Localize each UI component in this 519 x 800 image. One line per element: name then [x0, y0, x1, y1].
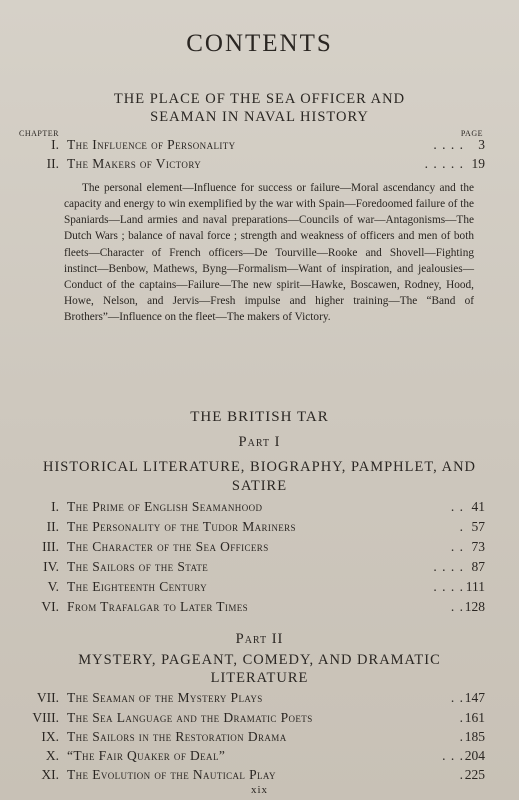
page-number: 19: [471, 156, 485, 171]
chapter-title: From Trafalgar to Later Times: [67, 599, 249, 614]
page-number: 41: [471, 499, 485, 514]
chapter-title: The Evolution of the Nautical Play: [67, 767, 276, 782]
leader-dots: .: [459, 519, 464, 534]
page-number: 225: [464, 767, 485, 782]
toc-entry[interactable]: [0, 729, 519, 749]
chapter-title: The Seaman of the Mystery Plays: [67, 690, 263, 705]
chapter-number: V.: [47, 579, 59, 594]
leader-dots: .: [459, 767, 464, 782]
toc-entry[interactable]: [0, 156, 519, 176]
chapter-title: The Personality of the Tudor Mariners: [67, 519, 296, 534]
chapter-number: IV.: [43, 559, 59, 574]
leader-dots: . . . .: [433, 579, 464, 594]
page-number: 147: [464, 690, 485, 705]
leader-dots: . . . .: [433, 559, 464, 574]
part1-label: Part I: [238, 434, 281, 450]
page-column-label: PAGE: [460, 129, 483, 138]
chapter-number: XI.: [41, 767, 59, 782]
chapter-title: The Makers of Victory: [67, 156, 202, 171]
toc-entry[interactable]: [0, 559, 519, 579]
leader-dots: . .: [450, 599, 464, 614]
toc-entry[interactable]: [0, 748, 519, 768]
chapter-number: IX.: [41, 729, 59, 744]
chapter-number: VII.: [36, 690, 59, 705]
chapter-title: The Eighteenth Century: [67, 579, 208, 594]
toc-entry[interactable]: [0, 690, 519, 710]
leader-dots: . . . . .: [424, 156, 464, 171]
toc-entry[interactable]: [0, 579, 519, 599]
page-number: 111: [465, 579, 485, 594]
toc-entry[interactable]: [0, 519, 519, 539]
part1-heading-line1: HISTORICAL LITERATURE, BIOGRAPHY, PAMPHLET, AND: [42, 459, 477, 475]
chapter-number: VIII.: [32, 710, 59, 725]
chapter-column-label: CHAPTER: [19, 129, 59, 138]
chapter-number: I.: [51, 499, 59, 514]
chapter-title: The Sailors in the Restoration Drama: [67, 729, 287, 744]
page-title: CONTENTS: [186, 30, 333, 57]
toc-entry[interactable]: [0, 599, 519, 619]
page-number: 73: [471, 539, 485, 554]
page-number: 87: [471, 559, 485, 574]
part2-heading-line1: MYSTERY, PAGEANT, COMEDY, AND DRAMATIC: [78, 652, 441, 668]
leader-dots: .: [459, 729, 464, 744]
page-number: 3: [478, 137, 485, 152]
chapter-number: I.: [51, 137, 59, 152]
toc-entry[interactable]: [0, 137, 519, 157]
page-number: 161: [464, 710, 485, 725]
chapter-title: The Influence of Personality: [67, 137, 236, 152]
leader-dots: . . .: [442, 748, 464, 763]
chapter-title: The Sailors of the State: [67, 559, 209, 574]
section2-heading: THE BRITISH TAR: [190, 409, 329, 425]
page-number: 204: [464, 748, 485, 763]
section1-heading-line1: THE PLACE OF THE SEA OFFICER AND: [113, 91, 406, 107]
part2-heading-line2: LITERATURE: [210, 670, 309, 686]
chapter-number: VI.: [41, 599, 59, 614]
page-number: 185: [464, 729, 485, 744]
leader-dots: . .: [450, 690, 464, 705]
part1-heading-line2: SATIRE: [231, 478, 288, 494]
chapter-summary: The personal element—Influence for success or failure—Moral ascendancy and the capacity and energy to win exemplified by the war with Spain—Foredoomed failure of the Spaniards—Land armies and naval preparations—Councils of war—Antagonisms—The Dutch Wars ; balance of naval force ; strength and weakness of officers and men of both fleets—Character of French officers—De Tourville—Rooke and Shovell—Fighting instinct—Benbow, Mathews, Byng—Formalism—Want of inspiration, and jealousies—Conduct of the captains—Failure—The new spirit—Hawke, Boscawen, Rodney, Hood, Howe, Nelson, and Jervis—Fresh impulse and higher training—The “Band of Brothers”—Influence on the fleet—The makers of Victory.: [64, 182, 474, 324]
chapter-title: The Sea Language and the Dramatic Poets: [67, 710, 313, 725]
leader-dots: .: [459, 710, 464, 725]
toc-entry[interactable]: [0, 499, 519, 519]
toc-entry[interactable]: [0, 767, 519, 785]
leader-dots: . .: [450, 499, 464, 514]
chapter-title: “The Fair Quaker of Deal”: [67, 748, 226, 763]
page-number: 57: [471, 519, 485, 534]
section1-heading-line2: SEAMAN IN NAVAL HISTORY: [150, 109, 369, 125]
chapter-number: X.: [45, 748, 59, 763]
folio-page-number: xix: [250, 784, 269, 796]
chapter-title: The Character of the Sea Officers: [67, 539, 269, 554]
leader-dots: . .: [450, 539, 464, 554]
chapter-title: The Prime of English Seamanhood: [67, 499, 263, 514]
toc-entry[interactable]: [0, 539, 519, 559]
chapter-number: II.: [46, 156, 59, 171]
leader-dots: . . . .: [433, 137, 464, 152]
chapter-number: II.: [46, 519, 59, 534]
toc-entry[interactable]: [0, 710, 519, 730]
chapter-number: III.: [42, 539, 59, 554]
part2-label: Part II: [235, 631, 284, 647]
page-number: 128: [464, 599, 485, 614]
